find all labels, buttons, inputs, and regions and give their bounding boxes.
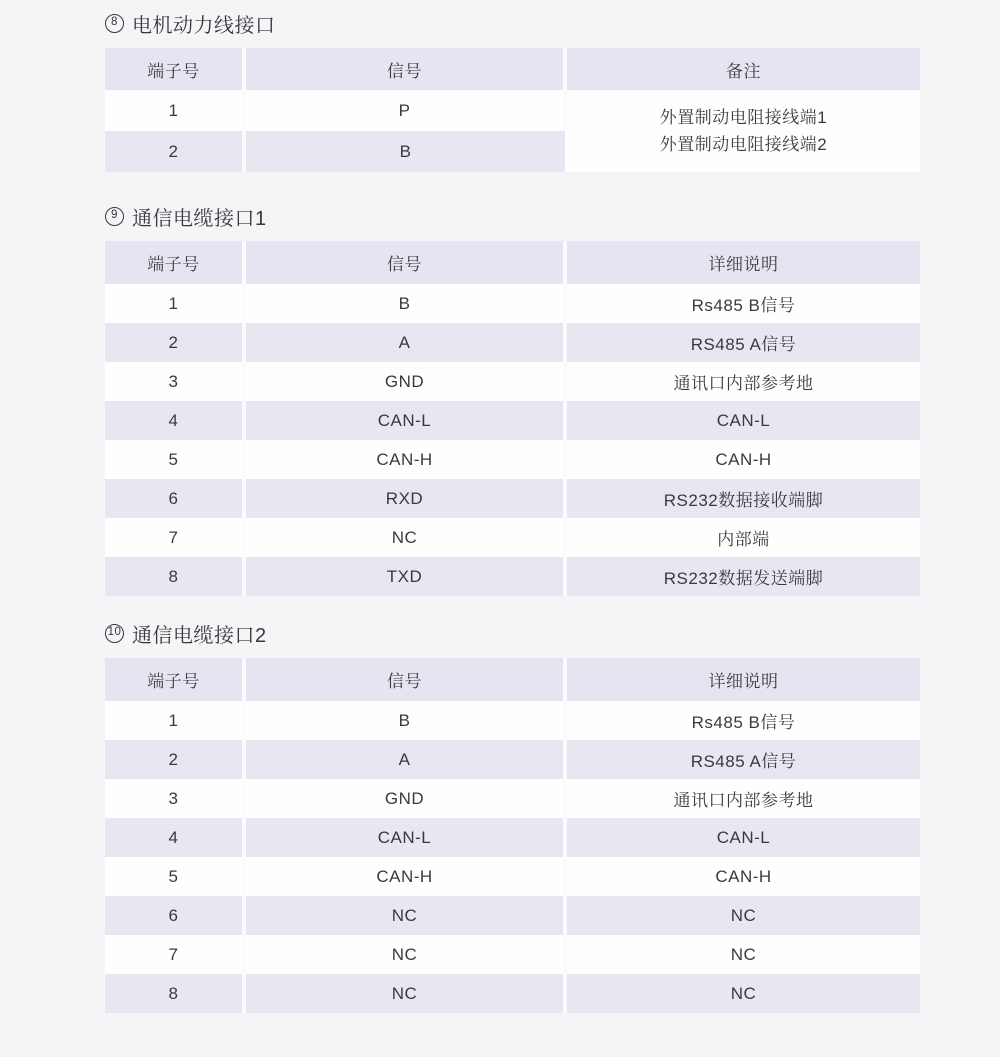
cell-terminal: 6 bbox=[105, 896, 244, 935]
cell-signal: NC bbox=[244, 935, 565, 974]
section-title bbox=[105, 203, 921, 229]
column-header-description: 详细说明 bbox=[565, 658, 920, 701]
table-row bbox=[105, 779, 920, 818]
cell-signal: GND bbox=[244, 779, 565, 818]
column-header-terminal: 端子号 bbox=[105, 241, 244, 284]
table-row bbox=[105, 284, 920, 323]
section-title-text: 电机动力线接口 bbox=[132, 14, 276, 37]
column-header-terminal: 端子号 bbox=[105, 48, 244, 90]
remark-line: 外置制动电阻接线端1 bbox=[659, 108, 828, 127]
section-title bbox=[105, 10, 921, 36]
section-comm-cable-2 bbox=[105, 620, 921, 1013]
cell-description: Rs485 B信号 bbox=[565, 284, 920, 323]
column-header-description: 详细说明 bbox=[565, 241, 920, 284]
section-motor-power bbox=[105, 10, 921, 172]
cell-terminal: 8 bbox=[105, 557, 244, 596]
cell-description: 通讯口内部参考地 bbox=[565, 779, 920, 818]
cell-remark-merged bbox=[565, 90, 920, 172]
table-row bbox=[105, 518, 920, 557]
table-row bbox=[105, 818, 920, 857]
cell-signal: B bbox=[244, 131, 565, 172]
cell-description: CAN-L bbox=[565, 818, 920, 857]
cell-terminal: 5 bbox=[105, 857, 244, 896]
circled-number-badge: 8 bbox=[105, 14, 124, 33]
cell-signal: B bbox=[244, 701, 565, 740]
section-title bbox=[105, 620, 921, 646]
table-row bbox=[105, 362, 920, 401]
cell-description: RS232数据接收端脚 bbox=[565, 479, 920, 518]
circled-number-badge: 9 bbox=[105, 207, 124, 226]
table-row bbox=[105, 740, 920, 779]
cell-terminal: 6 bbox=[105, 479, 244, 518]
cell-signal: NC bbox=[244, 518, 565, 557]
column-header-terminal: 端子号 bbox=[105, 658, 244, 701]
cell-terminal: 1 bbox=[105, 90, 244, 131]
table-header-row bbox=[105, 241, 920, 284]
column-header-signal: 信号 bbox=[244, 241, 565, 284]
table-row bbox=[105, 323, 920, 362]
cell-description: NC bbox=[565, 935, 920, 974]
terminal-table-motor-power bbox=[105, 48, 920, 172]
cell-terminal: 3 bbox=[105, 779, 244, 818]
cell-terminal: 7 bbox=[105, 518, 244, 557]
table-row bbox=[105, 935, 920, 974]
cell-signal: P bbox=[244, 90, 565, 131]
column-header-remark: 备注 bbox=[565, 48, 920, 90]
table-row bbox=[105, 90, 920, 131]
table-row bbox=[105, 974, 920, 1013]
section-title-text: 通信电缆接口1 bbox=[132, 207, 267, 230]
section-title-text: 通信电缆接口2 bbox=[132, 624, 267, 647]
cell-terminal: 8 bbox=[105, 974, 244, 1013]
terminal-table-comm-1 bbox=[105, 241, 920, 596]
cell-terminal: 2 bbox=[105, 323, 244, 362]
cell-terminal: 1 bbox=[105, 284, 244, 323]
table-row bbox=[105, 479, 920, 518]
cell-terminal: 5 bbox=[105, 440, 244, 479]
cell-description: CAN-H bbox=[565, 440, 920, 479]
remark-line: 外置制动电阻接线端2 bbox=[659, 135, 828, 154]
cell-description: RS485 A信号 bbox=[565, 740, 920, 779]
cell-terminal: 3 bbox=[105, 362, 244, 401]
terminal-table-comm-2 bbox=[105, 658, 920, 1013]
cell-signal: B bbox=[244, 284, 565, 323]
table-row bbox=[105, 896, 920, 935]
cell-terminal: 2 bbox=[105, 740, 244, 779]
cell-signal: NC bbox=[244, 974, 565, 1013]
cell-description: CAN-H bbox=[565, 857, 920, 896]
cell-description: 通讯口内部参考地 bbox=[565, 362, 920, 401]
cell-terminal: 7 bbox=[105, 935, 244, 974]
cell-terminal: 4 bbox=[105, 401, 244, 440]
cell-description: CAN-L bbox=[565, 401, 920, 440]
cell-signal: CAN-L bbox=[244, 401, 565, 440]
table-row bbox=[105, 557, 920, 596]
cell-signal: CAN-H bbox=[244, 440, 565, 479]
cell-description: NC bbox=[565, 974, 920, 1013]
cell-signal: NC bbox=[244, 896, 565, 935]
cell-description: RS232数据发送端脚 bbox=[565, 557, 920, 596]
cell-description: RS485 A信号 bbox=[565, 323, 920, 362]
cell-signal: RXD bbox=[244, 479, 565, 518]
cell-terminal: 4 bbox=[105, 818, 244, 857]
cell-signal: A bbox=[244, 740, 565, 779]
cell-signal: CAN-H bbox=[244, 857, 565, 896]
cell-signal: TXD bbox=[244, 557, 565, 596]
cell-description: NC bbox=[565, 896, 920, 935]
circled-number-badge: 10 bbox=[105, 624, 124, 643]
section-comm-cable-1 bbox=[105, 203, 921, 596]
cell-terminal: 1 bbox=[105, 701, 244, 740]
table-row bbox=[105, 701, 920, 740]
column-header-signal: 信号 bbox=[244, 658, 565, 701]
table-header-row bbox=[105, 658, 920, 701]
cell-description: Rs485 B信号 bbox=[565, 701, 920, 740]
cell-signal: CAN-L bbox=[244, 818, 565, 857]
table-header-row bbox=[105, 48, 920, 90]
table-row bbox=[105, 857, 920, 896]
cell-description: 内部端 bbox=[565, 518, 920, 557]
table-row bbox=[105, 401, 920, 440]
cell-signal: A bbox=[244, 323, 565, 362]
cell-signal: GND bbox=[244, 362, 565, 401]
column-header-signal: 信号 bbox=[244, 48, 565, 90]
cell-terminal: 2 bbox=[105, 131, 244, 172]
table-row bbox=[105, 440, 920, 479]
